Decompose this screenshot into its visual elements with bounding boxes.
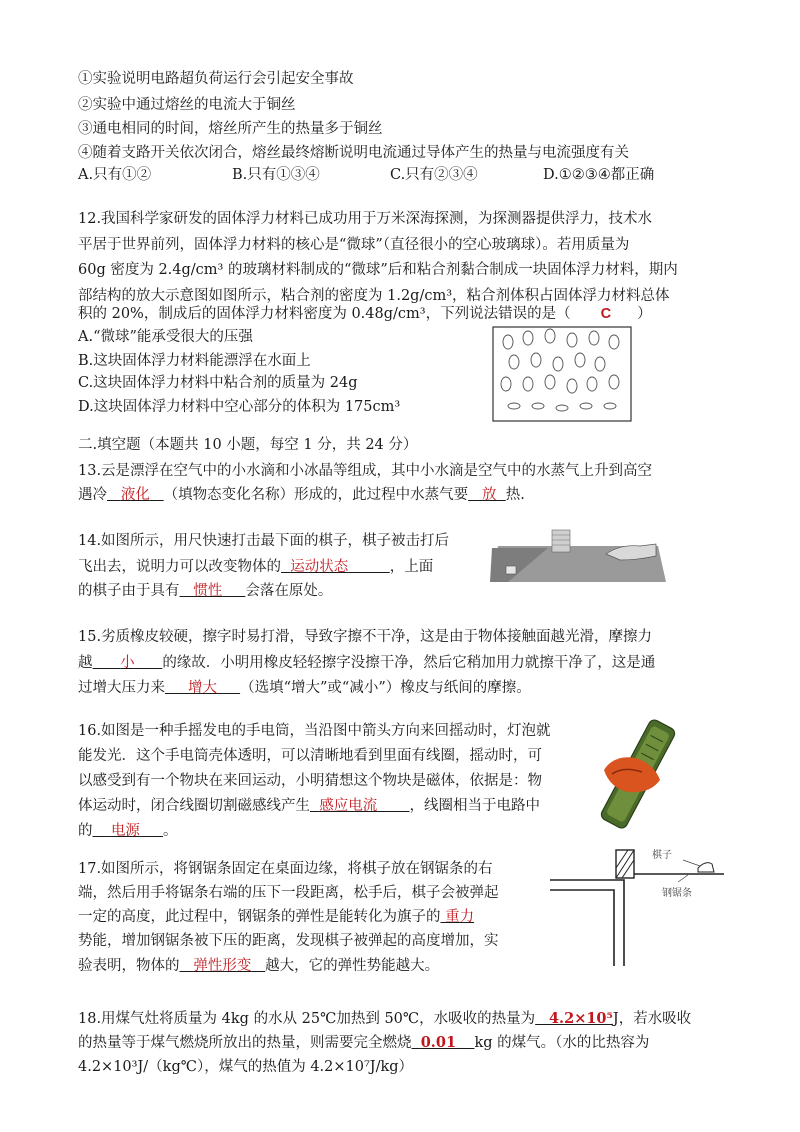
q18-text-3: 的热量等于煤气燃烧所放出的热量，则需要完全燃烧 (78, 1035, 412, 1051)
q16-answer-2: 电源 (110, 823, 140, 839)
q16-line-3: 以感受到有一个物块在来回运动，小明猜想这个物块是磁体，依据是：物 (78, 773, 542, 789)
q15-text-4: （选填“增大”或“减小”）橡皮与纸间的摩擦。 (240, 680, 531, 696)
q11-item-2: ②实验中通过熔丝的电流大于铜丝 (78, 97, 296, 113)
q12-close-paren: ） (637, 306, 652, 322)
q16-answer-1: 感应电流 (319, 798, 378, 814)
q12-option-a: A.“微球”能承受很大的压强 (78, 329, 253, 345)
q16-line-4 (78, 795, 540, 817)
q14-line-2 (78, 556, 433, 578)
q18-line-1 (78, 1008, 691, 1030)
q15-text-2: 的缘故．小明用橡皮轻轻擦字没擦干净，然后它稍加用力就擦干净了，这是通 (162, 655, 656, 671)
section-heading: 二.填空题（本题共 10 小题，每空 1 分，共 24 分） (78, 437, 418, 453)
q17-line-4: 势能，增加钢锯条被下压的距离，发现棋子被弹起的高度增加，实 (78, 933, 499, 949)
q15-line-1: 15.劣质橡皮较硬，擦字时易打滑，导致字擦不干净，这是由于物体接触面越光滑，摩擦力 (78, 629, 653, 645)
q15-line-3 (78, 677, 531, 699)
q11-item-3: ③通电相同的时间，熔丝所产生的热量多于铜丝 (78, 121, 383, 137)
q14-text-2: ，上面 (389, 559, 434, 575)
q16-line-1: 16.如图是一种手摇发电的手电筒，当沿图中箭头方向来回摇动时，灯泡就 (78, 723, 551, 739)
q14-text-3: 的棋子由于具有 (78, 583, 180, 599)
q12-line-4: 部结构的放大示意图如图所示，粘合剂的密度为 1.2g/cm³，粘合剂体积占固体浮力材料总体 (78, 288, 670, 304)
q17-text-2: 验表明，物体的 (78, 958, 180, 974)
q18-line-3: 4.2×10³J/（kg℃），煤气的热值为 4.2×10⁷J/kg） (78, 1059, 414, 1075)
q12-line-3: 60g 密度为 2.4g/cm³ 的玻璃材料制成的“微球”后和粘合剂黏合制成一块固体浮力材料，期内 (78, 262, 678, 278)
q11-choice-d: D.①②③④都正确 (543, 167, 655, 183)
q17-answer-1: 重力 (445, 909, 475, 925)
q15-text-3: 过增大压力来 (78, 680, 165, 696)
q12-line-1: 12.我国科学家研发的固体浮力材料已成功用于万米深海探测，为探测器提供浮力，技术水 (78, 211, 653, 227)
q15-answer-1: 小 (120, 655, 135, 671)
label-saw-blade: 钢锯条 (662, 888, 692, 899)
q18-text-1: 18.用煤气灶将质量为 4kg 的水从 25℃加热到 50℃，水吸收的热量为 (78, 1011, 536, 1027)
q12-option-b: B.这块固体浮力材料能漂浮在水面上 (78, 353, 311, 369)
q16-line-5 (78, 820, 177, 842)
q17-text-1: 一定的高度，此过程中，钢锯条的弹性是能转化为旗子的 (78, 909, 441, 925)
q17-line-1: 17.如图所示，将钢锯条固定在桌面边缘，将棋子放在钢锯条的右 (78, 861, 493, 877)
q17-line-5 (78, 955, 439, 977)
q16-text-1: 体运动时，闭合线圈切割磁感线产生 (78, 798, 310, 814)
q16-text-4: 。 (162, 823, 178, 839)
q18-answer-2: 0.01 (420, 1034, 457, 1051)
q14-answer-1: 运动状态 (290, 559, 349, 575)
q12-stem-end: 积的 20%，制成后的固体浮力材料密度为 0.48g/cm³，下列说法错误的是（ (78, 306, 571, 322)
q12-option-d: D.这块固体浮力材料中空心部分的体积为 175cm³ (78, 399, 401, 415)
q12-answer: C (600, 306, 612, 322)
q13-answer-2: 放 (481, 487, 497, 503)
q11-item-1: ①实验说明电路超负荷运行会引起安全事故 (78, 71, 354, 87)
q14-answer-2: 惯性 (193, 583, 223, 599)
q13-text-2: （填物态变化名称）形成的，此过程中水蒸气要 (163, 487, 469, 503)
chess-pieces-figure (488, 526, 668, 586)
q11-item-4: ④随着支路开关依次闭合，熔丝最终熔断说明电流通过导体产生的热量与电流强度有关 (78, 145, 629, 161)
saw-blade-figure (548, 838, 738, 968)
q12-line-2: 平居于世界前列，固体浮力材料的核心是“微球”（直径很小的空心玻璃球）。若用质量为 (78, 237, 630, 253)
q12-line-5 (78, 303, 652, 325)
q15-answer-2: 增大 (188, 680, 218, 696)
q11-choice-b: B.只有①③④ (232, 167, 320, 183)
q17-answer-2: 弹性形变 (193, 958, 252, 974)
q18-text-2: J，若水吸收 (612, 1011, 692, 1027)
q17-line-2: 端，然后用手将锯条右端的压下一段距离，松手后，棋子会被弹起 (78, 885, 499, 901)
q11-choice-a: A.只有①② (78, 167, 152, 183)
q13-line-1: 13.云是漂浮在空气中的小水滴和小冰晶等组成，其中小水滴是空气中的水蒸气上升到高空 (78, 463, 653, 479)
q18-answer-1: 4.2×10⁵ (548, 1010, 613, 1027)
label-chess-piece: 棋子 (652, 850, 672, 861)
q18-line-2 (78, 1032, 649, 1054)
q17-text-3: 越大，它的弹性势能越大。 (265, 958, 440, 974)
q14-line-1: 14.如图所示，用尺快速打击最下面的棋子，棋子被击打后 (78, 533, 450, 549)
q13-text-1: 遇冷 (78, 487, 107, 503)
q18-text-4: kg 的煤气。（水的比热容为 (474, 1035, 650, 1051)
q14-line-3 (78, 580, 332, 602)
q16-text-2: ，线圈相当于电路中 (409, 798, 540, 814)
q14-text-4: 会落在原处。 (245, 583, 333, 599)
q16-text-3: 的 (78, 823, 93, 839)
q17-line-3 (78, 906, 474, 928)
microsphere-diagram (492, 326, 632, 422)
flashlight-figure (598, 714, 678, 834)
q13-line-2 (78, 484, 525, 506)
q14-text-1: 飞出去，说明力可以改变物体的 (78, 559, 281, 575)
q15-line-2 (78, 652, 655, 674)
q15-text-1: 越 (78, 655, 93, 671)
q12-option-c: C.这块固体浮力材料中粘合剂的质量为 24g (78, 375, 358, 391)
q16-line-2: 能发光．这个手电筒壳体透明，可以清晰地看到里面有线圈，摇动时，可 (78, 748, 542, 764)
q11-choice-c: C.只有②③④ (390, 167, 478, 183)
q13-text-3: 热. (505, 487, 525, 503)
q13-answer-1: 液化 (120, 487, 150, 503)
